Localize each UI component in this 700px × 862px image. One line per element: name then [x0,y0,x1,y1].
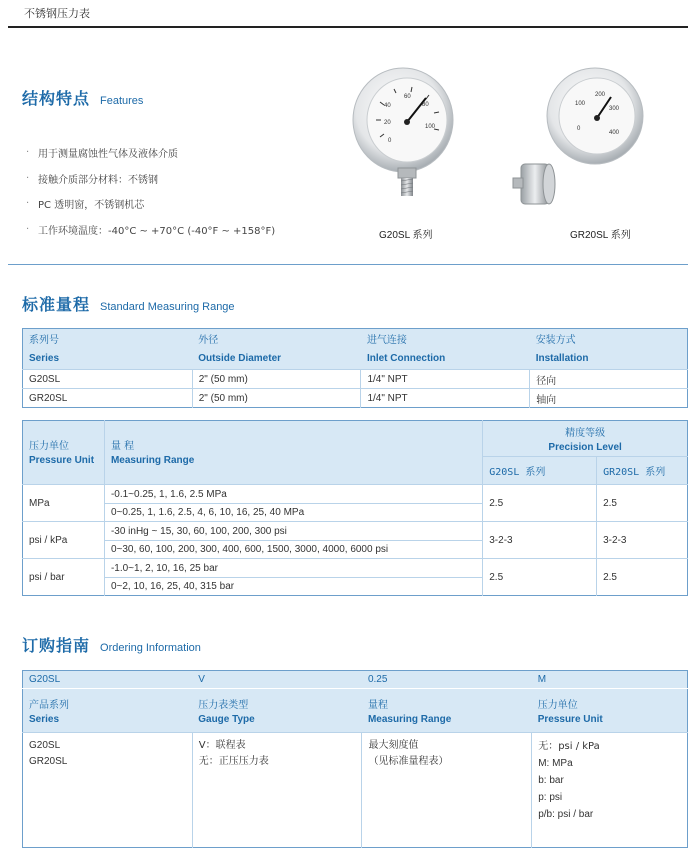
range-table [22,420,688,596]
ordering-heading [22,633,201,656]
col-g20sl: G20SL 系列 [483,457,597,485]
table-header-en: Series Outside Diameter Inlet Connection Installation [23,348,688,370]
table-row: 0~0.25, 1, 1.6, 2.5, 4, 6, 10, 16, 25, 40 MPa [23,504,688,522]
svg-text:0: 0 [388,138,392,144]
svg-text:100: 100 [425,124,436,130]
table-row: G20SL 2" (50 mm) 1/4" NPT 径向 [23,370,688,389]
table-row: psi / bar -1.0~1, 2, 10, 16, 25 bar 2.5 2.5 [23,559,688,578]
pressure-unit-header: 压力单位 Pressure Unit [29,441,95,466]
precision-level-header: 精度等级 Precision Level [483,421,688,457]
order-options-row: G20SL GR20SL V：联程表 无：正压压力表 最大刻度值 （见标准量程表） 无：psi / kPa M: MPa b: bar p: psi p/b: psi / bar [23,733,688,848]
table-row: 0~2, 10, 16, 25, 40, 315 bar [23,578,688,596]
pressure-gauge-bottom-connection-icon [340,62,460,202]
list-item: · PC 透明窗，不锈钢机芯 [26,198,145,212]
page-title: 不锈钢压力表 [24,7,90,20]
table-row: GR20SL 2" (50 mm) 1/4" NPT 轴向 [23,389,688,408]
features-heading [22,86,143,109]
svg-text:0: 0 [577,126,581,132]
series-table [22,328,688,408]
table-row: MPa -0.1~0.25, 1, 1.6, 2.5 MPa 2.5 2.5 [23,485,688,504]
list-item: · 接触介质部分材料：不锈钢 [26,172,158,186]
svg-text:40: 40 [384,103,391,109]
svg-text:400: 400 [609,130,620,136]
svg-text:200: 200 [595,92,606,98]
svg-text:300: 300 [609,106,620,112]
svg-text:80: 80 [422,102,429,108]
product-caption-g20sl: G20SL 系列 [379,230,433,241]
features-title-zh: 结构特点 [22,89,91,108]
svg-text:60: 60 [404,94,411,100]
header-rule [8,26,688,28]
table-header-zh: 系列号 外径 进气连接 安装方式 [23,329,688,348]
measuring-range-header: 量 程 Measuring Range [104,421,482,485]
features-list [26,140,346,242]
pressure-gauge-back-connection-icon [505,64,645,214]
ordering-table [22,670,688,848]
ordering-title-en: Ordering Information [100,642,201,654]
standard-range-heading [22,292,235,315]
standard-range-title-en: Standard Measuring Range [100,301,235,313]
ordering-title-zh: 订购指南 [22,636,91,655]
features-title-en: Features [100,95,144,107]
order-code-row: G20SL V 0.25 M [23,671,688,689]
table-row: 0~30, 60, 100, 200, 300, 400, 600, 1500, 3000, 4000, 6000 psi [23,541,688,559]
list-item: · 工作环境温度：-40°C ~ +70°C (-40°F ~ +158°F) [26,224,276,238]
product-caption-gr20sl: GR20SL 系列 [570,230,631,241]
list-item: · 用于测量腐蚀性气体及液体介质 [26,147,178,161]
section-divider [8,264,688,265]
standard-range-title-zh: 标准量程 [22,295,91,314]
table-row: psi / kPa -30 inHg ~ 15, 30, 60, 100, 200, 300 psi 3-2-3 3-2-3 [23,522,688,541]
svg-text:20: 20 [384,120,391,126]
order-label-row: 产品系列 Series 压力表类型 Gauge Type 量程 Measuring Range 压力单位 Pressure Unit [23,689,688,733]
col-gr20sl: GR20SL 系列 [597,457,688,485]
svg-text:100: 100 [575,101,586,107]
